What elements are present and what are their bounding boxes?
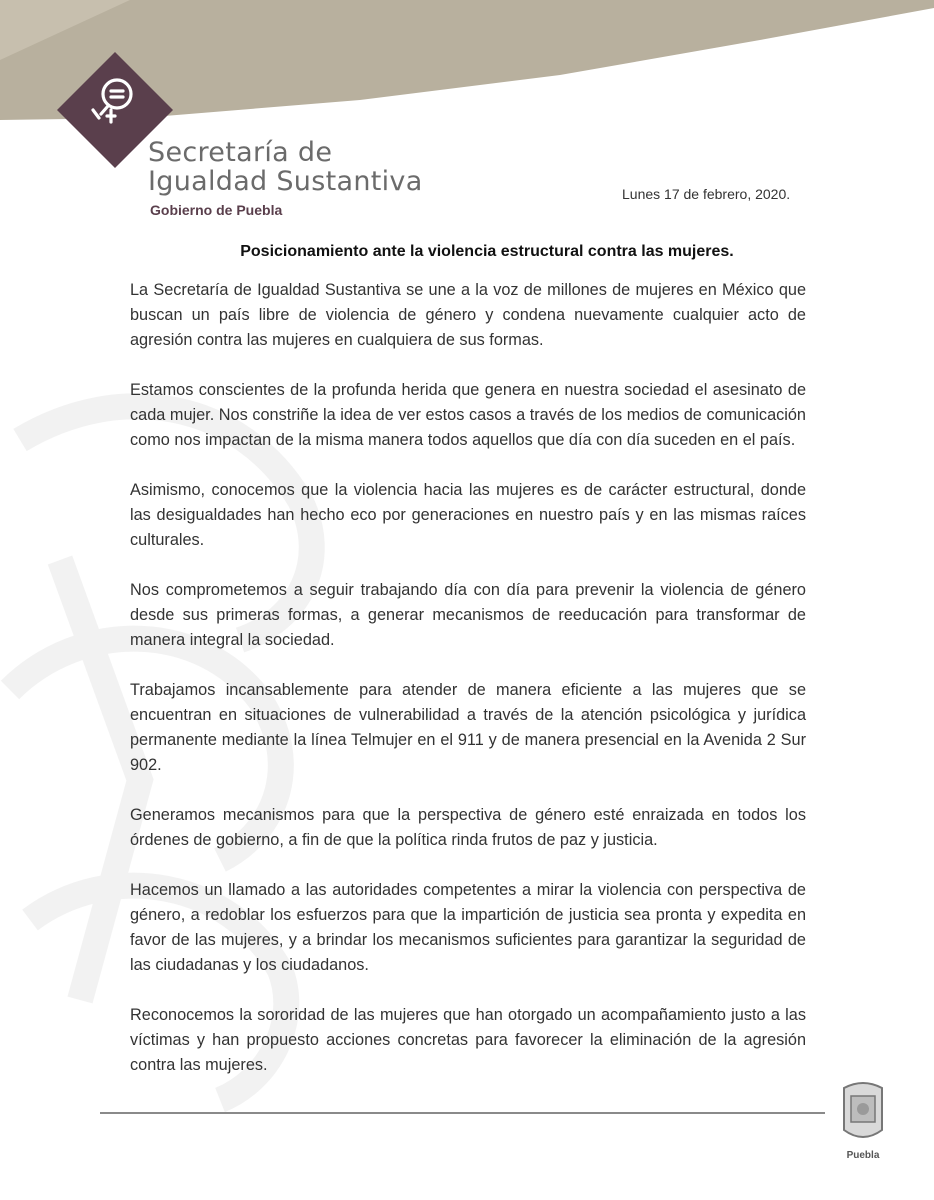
document-title: Posicionamiento ante la violencia estructural contra las mujeres. — [240, 243, 734, 260]
paragraph-6: Generamos mecanismos para que la perspectiva de género esté enraizada en todos los órdenes de gobierno, a fin de que la política rinda frutos de paz y justicia. — [130, 806, 806, 849]
puebla-seal-icon — [836, 1078, 890, 1158]
paragraph-5: Trabajamos incansablemente para atender de manera eficiente a las mujeres que se encuentran en situaciones de vulnerabilidad a través de la atención psicológica y jurídica permanente mediante la línea Telmujer en el 911 y de manera presencial en la Avenida 2 Sur 902. — [130, 681, 806, 774]
paragraph-3: Asimismo, conocemos que la violencia hacia las mujeres es de carácter estructural, donde las desigualdades han hecho eco por generaciones en nuestro país y en las mismas raíces culturales. — [130, 481, 806, 549]
paragraph-4: Nos comprometemos a seguir trabajando día con día para prevenir la violencia de género desde sus primeras formas, a generar mecanismos de reeducación para transformar de manera integral la sociedad. — [130, 581, 806, 649]
org-name-line2: Igualdad Sustantiva — [148, 166, 423, 197]
document-date: Lunes 17 de febrero, 2020. — [622, 186, 791, 202]
seal-label: Puebla — [846, 1150, 880, 1161]
org-subtitle: Gobierno de Puebla — [150, 202, 283, 218]
org-name-line1: Secretaría de — [148, 137, 333, 168]
document-body — [130, 278, 806, 1103]
paragraph-7: Hacemos un llamado a las autoridades competentes a mirar la violencia con perspectiva de género, a redoblar los esfuerzos para que la impartición de justicia sea pronta y expedita en favor de las mujeres, y a brindar los mecanismos suficientes para garantizar la seguridad de las ciudadanas y los ciudadanos. — [130, 881, 806, 974]
paragraph-8: Reconocemos la sororidad de las mujeres que han otorgado un acompañamiento justo a las víctimas y han propuesto acciones concretas para favorecer la eliminación de la agresión contra las mujeres. — [130, 1006, 806, 1074]
paragraph-1: La Secretaría de Igualdad Sustantiva se une a la voz de millones de mujeres en México que buscan un país libre de violencia de género y condena nuevamente cualquier acto de agresión contra las mujeres en cualquiera de sus formas. — [130, 281, 806, 349]
org-name — [148, 138, 423, 196]
footer-divider — [100, 1112, 825, 1114]
paragraph-2: Estamos conscientes de la profunda herida que genera en nuestra sociedad el asesinato de cada mujer. Nos constriñe la idea de ver estos casos a través de los medios de comunicación como nos impactan de la misma manera todos aquellos que día con día suceden en el país. — [130, 381, 806, 449]
